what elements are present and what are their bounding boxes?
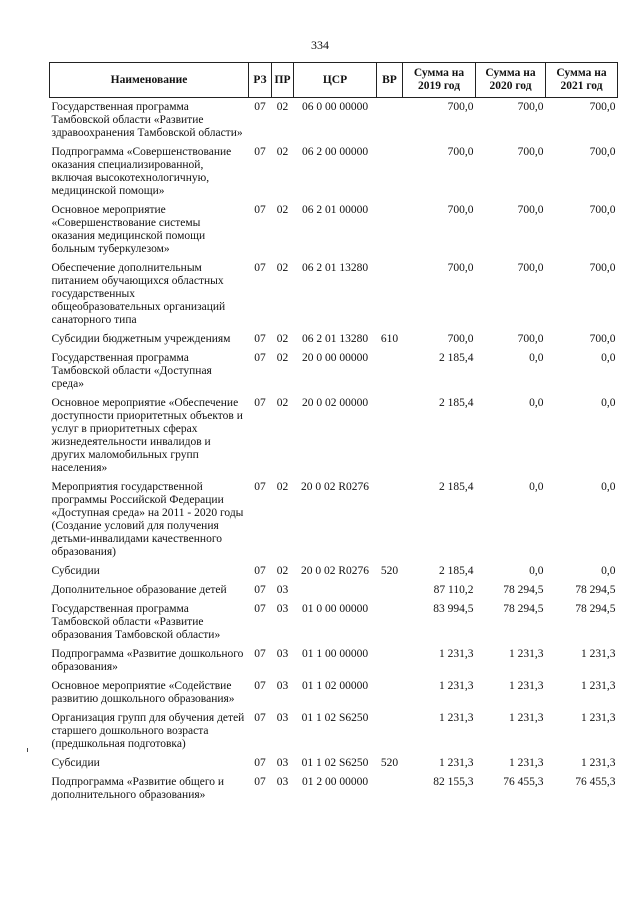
row-vr <box>377 773 403 805</box>
row-sum-2021: 0,0 <box>601 481 616 493</box>
row-csr: 01 1 02 00000 <box>301 680 369 692</box>
row-sum-2019: 2 185,4 <box>439 397 474 409</box>
row-name: Субсидии <box>51 757 100 769</box>
row-sum-2020: 700,0 <box>517 146 544 158</box>
row-csr: 06 0 00 00000 <box>301 101 369 113</box>
row-sum-2021: 700,0 <box>589 262 616 274</box>
table-body <box>50 98 618 806</box>
table-row <box>50 581 618 600</box>
table-row <box>50 98 618 144</box>
row-sum-2019: 2 185,4 <box>439 481 474 493</box>
row-sum-2020: 1 231,3 <box>509 757 544 769</box>
row-sum-2020: 78 294,5 <box>503 603 544 615</box>
header-name: Наименование <box>50 63 249 98</box>
table-row <box>50 677 618 709</box>
row-rz: 07 <box>254 481 266 493</box>
row-sum-2019: 700,0 <box>447 333 474 345</box>
header-sum-2019: Сумма на 2019 год <box>403 63 476 98</box>
table-row <box>50 754 618 773</box>
row-sum-2020: 0,0 <box>529 397 544 409</box>
row-name: Субсидии бюджетным учреждениям <box>51 333 231 345</box>
row-pr: 03 <box>276 776 289 788</box>
row-name: Государственная программа Тамбовской области «Развитие образования Тамбовской области» <box>51 603 221 641</box>
row-sum-2020: 0,0 <box>529 565 544 577</box>
row-pr: 02 <box>276 481 289 493</box>
row-pr: 03 <box>276 648 289 660</box>
row-rz: 07 <box>254 101 266 113</box>
row-csr: 20 0 02 R0276 <box>300 481 370 493</box>
row-sum-2021: 76 455,3 <box>575 776 616 788</box>
row-name: Подпрограмма «Развитие дошкольного образования» <box>51 648 244 673</box>
row-pr: 03 <box>276 603 289 615</box>
row-sum-2019: 82 155,3 <box>433 776 474 788</box>
row-sum-2019: 700,0 <box>447 101 474 113</box>
row-sum-2019: 700,0 <box>447 204 474 216</box>
row-sum-2020: 0,0 <box>529 352 544 364</box>
row-sum-2021: 700,0 <box>589 101 616 113</box>
row-sum-2021: 1 231,3 <box>581 680 616 692</box>
row-sum-2020: 1 231,3 <box>509 648 544 660</box>
row-pr: 03 <box>276 757 289 769</box>
row-vr: 520 <box>380 757 399 769</box>
row-vr <box>377 600 403 645</box>
table-row <box>50 478 618 562</box>
header-vr: ВР <box>377 63 403 98</box>
row-rz: 07 <box>254 204 266 216</box>
row-rz: 07 <box>254 584 266 596</box>
row-vr <box>377 143 403 201</box>
row-vr <box>377 709 403 754</box>
row-vr <box>377 478 403 562</box>
row-name: Основное мероприятие «Содействие развитию дошкольного образования» <box>51 680 235 705</box>
row-sum-2019: 1 231,3 <box>439 648 474 660</box>
row-name: Подпрограмма «Развитие общего и дополнительного образования» <box>51 776 225 801</box>
row-rz: 07 <box>254 333 266 345</box>
row-rz: 07 <box>254 603 266 615</box>
row-csr: 06 2 01 00000 <box>301 204 369 216</box>
row-name: Мероприятия государственной программы Российской Федерации «Доступная среда» на 2011 - 2020 годы (Создание условий для получения детьми-инвалидами качественного образования) <box>51 481 244 558</box>
row-rz: 07 <box>254 352 266 364</box>
header-sum-2021: Сумма на 2021 год <box>546 63 618 98</box>
row-sum-2020: 1 231,3 <box>509 712 544 724</box>
row-pr: 02 <box>276 146 289 158</box>
header-rz: РЗ <box>249 63 272 98</box>
row-sum-2021: 0,0 <box>601 397 616 409</box>
row-sum-2021: 0,0 <box>601 352 616 364</box>
row-pr: 02 <box>276 101 289 113</box>
table-row <box>50 259 618 330</box>
row-sum-2020: 76 455,3 <box>503 776 544 788</box>
row-csr: 01 1 02 S6250 <box>301 757 369 769</box>
row-rz: 07 <box>254 262 266 274</box>
row-name: Государственная программа Тамбовской области «Развитие здравоохранения Тамбовской области» <box>51 101 243 139</box>
row-rz: 07 <box>254 397 266 409</box>
row-sum-2019: 83 994,5 <box>433 603 474 615</box>
budget-table <box>49 62 618 805</box>
page-number: 334 <box>311 38 329 52</box>
row-sum-2020: 700,0 <box>517 262 544 274</box>
row-sum-2020: 78 294,5 <box>503 584 544 596</box>
row-name: Дополнительное образование детей <box>51 584 227 596</box>
row-vr: 610 <box>380 333 399 345</box>
row-pr: 02 <box>276 204 289 216</box>
row-pr: 02 <box>276 397 289 409</box>
row-csr: 01 1 00 00000 <box>301 648 369 660</box>
row-pr: 03 <box>276 584 289 596</box>
table-row <box>50 562 618 581</box>
row-name: Подпрограмма «Совершенствование оказания специализированной, включая высокотехнологичную, медицинской помощи» <box>51 146 232 197</box>
row-csr: 01 2 00 00000 <box>301 776 369 788</box>
row-rz: 07 <box>254 565 266 577</box>
row-vr <box>377 581 403 600</box>
row-sum-2021: 1 231,3 <box>581 648 616 660</box>
row-sum-2021: 700,0 <box>589 333 616 345</box>
table-header-row <box>50 63 618 98</box>
table-row <box>50 709 618 754</box>
row-sum-2019: 700,0 <box>447 262 474 274</box>
row-rz: 07 <box>254 757 266 769</box>
row-sum-2021: 1 231,3 <box>581 757 616 769</box>
row-csr: 01 1 02 S6250 <box>301 712 369 724</box>
table-row <box>50 394 618 478</box>
row-sum-2019: 1 231,3 <box>439 680 474 692</box>
row-csr: 20 0 02 00000 <box>301 397 369 409</box>
row-sum-2021: 700,0 <box>589 204 616 216</box>
row-sum-2021: 78 294,5 <box>575 603 616 615</box>
row-sum-2020: 700,0 <box>517 101 544 113</box>
row-rz: 07 <box>254 680 266 692</box>
row-vr <box>377 677 403 709</box>
row-sum-2020: 700,0 <box>517 204 544 216</box>
row-sum-2020: 0,0 <box>529 481 544 493</box>
table-row <box>50 201 618 259</box>
header-sum-2020: Сумма на 2020 год <box>476 63 546 98</box>
header-csr: ЦСР <box>294 63 377 98</box>
row-csr: 01 0 00 00000 <box>301 603 369 615</box>
row-csr: 06 2 01 13280 <box>301 262 369 274</box>
row-name: Государственная программа Тамбовской области «Доступная среда» <box>51 352 212 390</box>
row-vr <box>377 645 403 677</box>
table-row <box>50 645 618 677</box>
row-vr <box>377 259 403 330</box>
row-name: Организация групп для обучения детей старшего дошкольного возраста (предшкольная подготовка) <box>51 712 245 750</box>
row-name: Обеспечение дополнительным питанием обучающихся областных государственных общеобразовательных организаций санаторного типа <box>51 262 226 326</box>
row-csr: 20 0 00 00000 <box>301 352 369 364</box>
row-pr: 02 <box>276 352 289 364</box>
row-sum-2021: 78 294,5 <box>575 584 616 596</box>
row-csr <box>294 581 377 600</box>
row-sum-2019: 1 231,3 <box>439 712 474 724</box>
row-pr: 02 <box>276 333 289 345</box>
row-name: Основное мероприятие «Обеспечение доступности приоритетных объектов и услуг в приоритетных сферах жизнедеятельности инвалидов и других маломобильных групп населения» <box>51 397 243 474</box>
row-sum-2021: 0,0 <box>601 565 616 577</box>
table-row <box>50 600 618 645</box>
table-row <box>50 773 618 805</box>
row-csr: 20 0 02 R0276 <box>300 565 370 577</box>
row-rz: 07 <box>254 146 266 158</box>
row-vr <box>377 349 403 394</box>
table-row <box>50 143 618 201</box>
row-sum-2019: 1 231,3 <box>439 757 474 769</box>
row-csr: 06 2 00 00000 <box>301 146 369 158</box>
row-vr <box>377 394 403 478</box>
row-name: Субсидии <box>51 565 100 577</box>
row-sum-2021: 1 231,3 <box>581 712 616 724</box>
row-pr: 03 <box>276 712 289 724</box>
row-rz: 07 <box>254 712 266 724</box>
header-pr: ПР <box>272 63 294 98</box>
row-vr <box>377 98 403 144</box>
row-sum-2019: 87 110,2 <box>433 584 474 596</box>
row-sum-2021: 700,0 <box>589 146 616 158</box>
margin-mark <box>27 748 28 752</box>
row-csr: 06 2 01 13280 <box>301 333 369 345</box>
row-sum-2019: 2 185,4 <box>439 352 474 364</box>
row-rz: 07 <box>254 648 266 660</box>
row-rz: 07 <box>254 776 266 788</box>
table-row <box>50 349 618 394</box>
row-pr: 03 <box>276 680 289 692</box>
row-vr: 520 <box>380 565 399 577</box>
row-pr: 02 <box>276 565 289 577</box>
row-sum-2020: 1 231,3 <box>509 680 544 692</box>
row-sum-2019: 700,0 <box>447 146 474 158</box>
table-row <box>50 330 618 349</box>
row-vr <box>377 201 403 259</box>
row-sum-2019: 2 185,4 <box>439 565 474 577</box>
row-sum-2020: 700,0 <box>517 333 544 345</box>
row-pr: 02 <box>276 262 289 274</box>
row-name: Основное мероприятие «Совершенствование системы оказания медицинской помощи больным туберкулезом» <box>51 204 206 255</box>
